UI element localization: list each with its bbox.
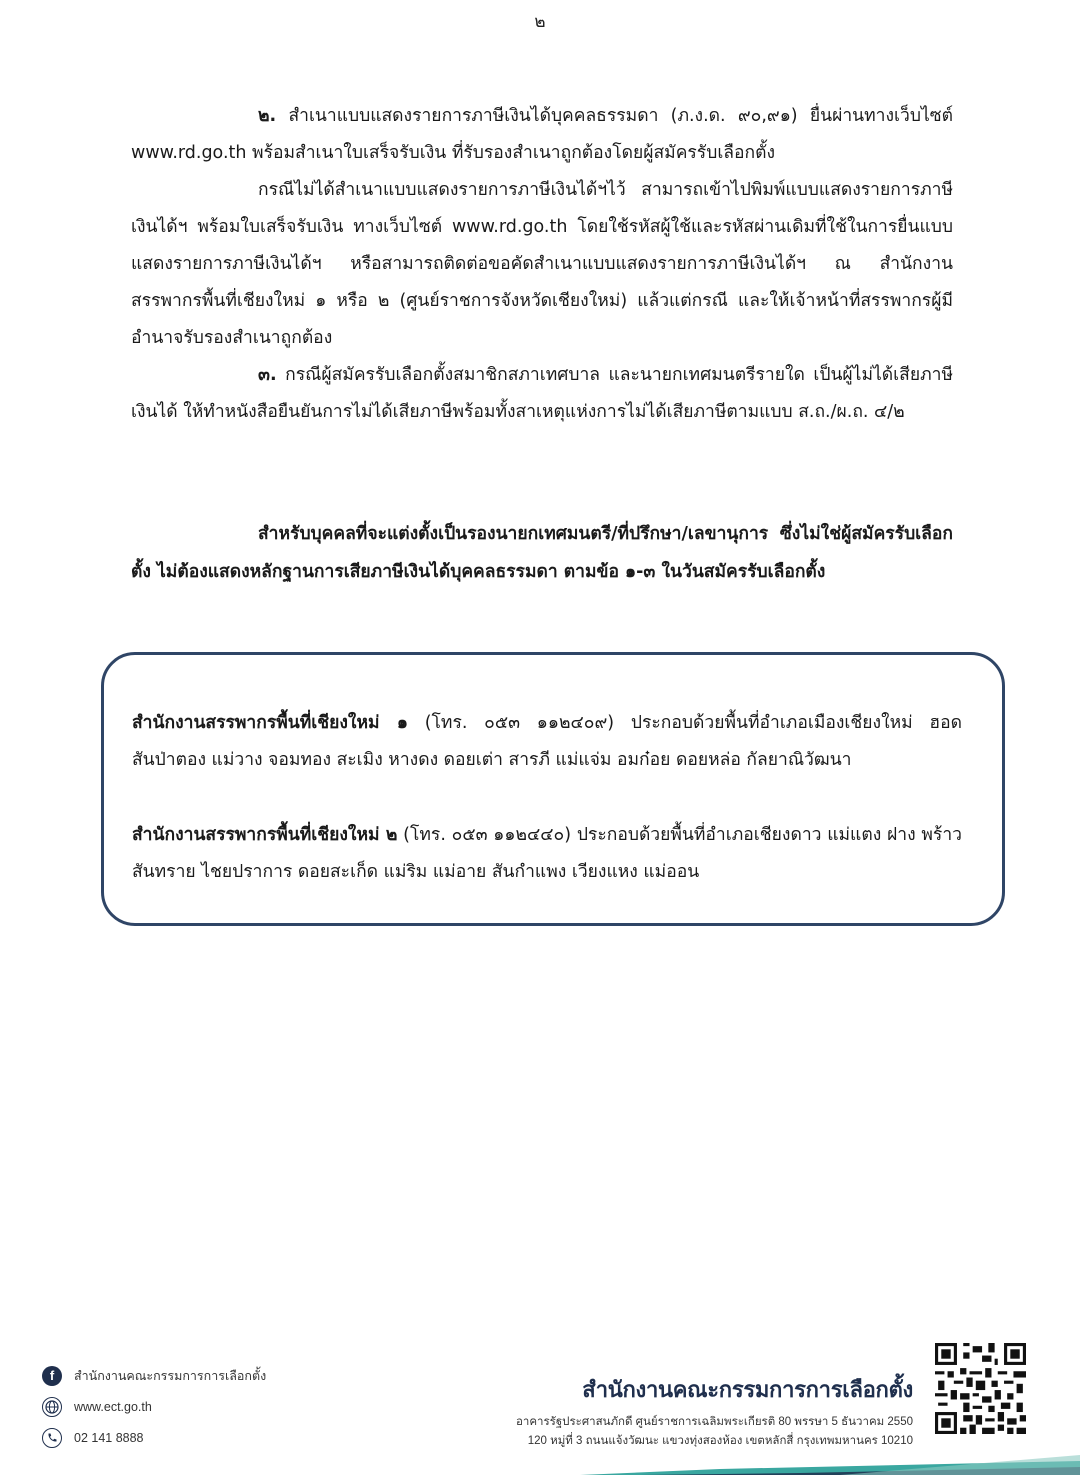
- org-address-line-2: 120 หมู่ที่ 3 ถนนแจ้งวัฒนะ แขวงทุ่งสองห้อง เขตหลักสี่ กรุงเทพมหานคร 10210: [527, 1435, 913, 1447]
- org-title: สำนักงานคณะกรรมการการเลือกตั้ง: [582, 1377, 913, 1402]
- requirements-text: [131, 98, 953, 431]
- globe-icon: [42, 1397, 62, 1417]
- decorative-stripe: [540, 1455, 1080, 1475]
- office-name: สำนักงานสรรพากรพื้นที่เชียงใหม่ ๒: [132, 825, 398, 845]
- section-2-number: ๒.: [258, 106, 277, 126]
- office-detail: (โทร. ๐๕๓ ๑๑๒๔๐๙) ประกอบด้วยพื้นที่อำเภอเมืองเชียงใหม่ ฮอด สันป่าตอง แม่วาง จอมทอง สะเมิง หางดง ดอยเต่า สารภี แม่แจ่ม อมก๋อย ดอยหล่อ กัลยาณิวัฒนา: [132, 713, 962, 770]
- phone-label: 02 141 8888: [74, 1430, 144, 1445]
- phone-icon: [42, 1428, 62, 1448]
- website-contact[interactable]: [42, 1391, 266, 1422]
- office-detail: (โทร. ๐๕๓ ๑๑๒๔๔๐) ประกอบด้วยพื้นที่อำเภอเชียงดาว แม่แตง ฝาง พร้าว สันทราย ไชยปราการ ดอยสะเก็ด แม่ริม แม่อาย สันกำแพง เวียงแหง แม่ออน: [132, 825, 962, 882]
- facebook-icon: f: [42, 1366, 62, 1386]
- org-address-line-1: อาคารรัฐประศาสนภักดี ศูนย์ราชการเฉลิมพระเกียรติ 80 พรรษา 5 ธันวาคม 2550: [515, 1416, 913, 1428]
- phone-contact[interactable]: [42, 1422, 266, 1453]
- revenue-offices-box: [101, 652, 1005, 926]
- note-text: สำหรับบุคคลที่จะแต่งตั้งเป็นรองนายกเทศมนตรี/ที่ปรึกษา/เลขานุการ ซึ่งไม่ใช่ผู้สมัครรับเลือกตั้ง ไม่ต้องแสดงหลักฐานการเสียภาษีเงินได้บุคคลธรรมดา ตามข้อ ๑-๓ ในวันสมัครรับเลือกตั้ง: [131, 524, 953, 582]
- page-number: ๒: [534, 12, 546, 32]
- facebook-label: สำนักงานคณะกรรมการการเลือกตั้ง: [74, 1368, 267, 1383]
- office-item: [132, 705, 962, 779]
- section-2-text: สำเนาแบบแสดงรายการภาษีเงินได้บุคคลธรรมดา (ภ.ง.ด. ๙๐,๙๑) ยื่นผ่านทางเว็บไซต์ www.rd.go.th พร้อมสำเนาใบเสร็จรับเงิน ที่รับรองสำเนาถูกต้องโดยผู้สมัครรับเลือกตั้ง: [131, 106, 953, 163]
- office-name: สำนักงานสรรพากรพื้นที่เชียงใหม่ ๑: [132, 713, 408, 733]
- section-3-paragraph: [131, 357, 953, 431]
- section-3-text: กรณีผู้สมัครรับเลือกตั้งสมาชิกสภาเทศบาล และนายกเทศมนตรีรายใด เป็นผู้ไม่ได้เสียภาษีเงินได้ ให้ทำหนังสือยืนยันการไม่ได้เสียภาษีพร้อมทั้งสาเหตุแห่งการไม่ได้เสียภาษีตามแบบ ส.ถ./ผ.ถ. ๔/๒: [131, 365, 953, 422]
- section-3-number: ๓.: [258, 365, 277, 385]
- note-block: [131, 515, 953, 591]
- org-block: [516, 1372, 913, 1451]
- facebook-contact[interactable]: [42, 1360, 266, 1391]
- website-label: www.ect.go.th: [74, 1399, 152, 1414]
- section-2-paragraph: [131, 98, 953, 172]
- section-2-case-paragraph: กรณีไม่ได้สำเนาแบบแสดงรายการภาษีเงินได้ฯไว้ สามารถเข้าไปพิมพ์แบบแสดงรายการภาษีเงินได้ฯ พร้อมใบเสร็จรับเงิน ทางเว็บไซต์ www.rd.go.th โดยใช้รหัสผู้ใช้และรหัสผ่านเดิมที่ใช้ในการยื่นแบบแสดงรายการภาษีเงินได้ฯ หรือสามารถติดต่อขอคัดสำเนาแบบแสดงรายการภาษีเงินได้ฯ ณ สำนักงานสรรพากรพื้นที่เชียงใหม่ ๑ หรือ ๒ (ศูนย์ราชการจังหวัดเชียงใหม่) แล้วแต่กรณี และให้เจ้าหน้าที่สรรพากรผู้มีอำนาจรับรองสำเนาถูกต้อง: [131, 180, 953, 348]
- qr-code-icon: [935, 1343, 1026, 1434]
- office-item: [132, 817, 962, 891]
- footer-contacts: [42, 1360, 266, 1453]
